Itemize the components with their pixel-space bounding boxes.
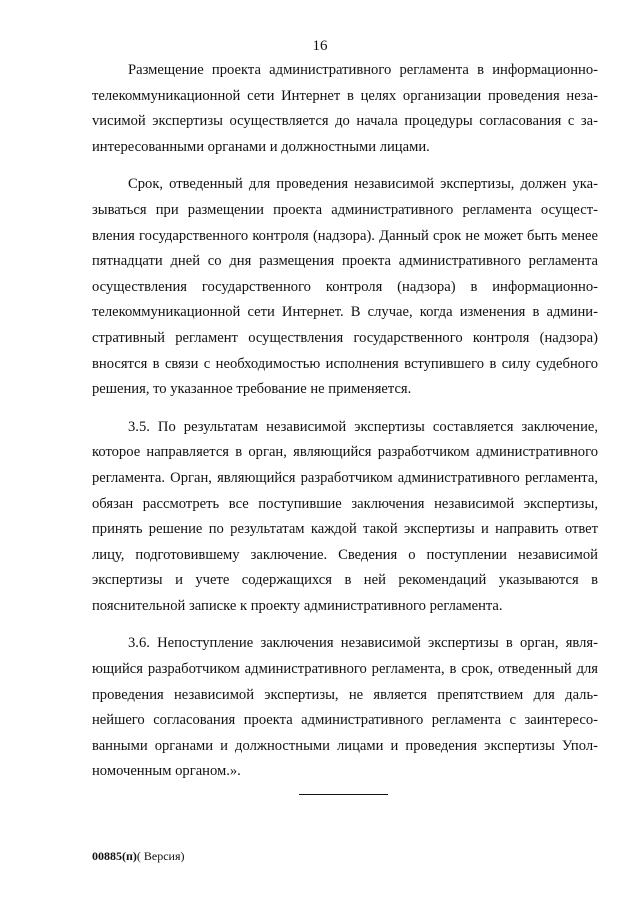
page-number: 16 xyxy=(312,38,328,54)
document-body xyxy=(92,58,598,797)
footer-document-code: 00885(п) xyxy=(92,849,137,863)
separator-line xyxy=(299,794,388,795)
footer-code xyxy=(92,849,185,863)
footer-version: ( Версия) xyxy=(136,849,185,863)
paragraph-3-6: 3.6. Непоступление заключения независимой экспертизы в орган, являющийся разработчиком административного регламента, в срок, отведенный для проведения независимой экспертизы, не является препятствием для дальнейшего согласования проекта административного регламента с заинтересованными органами и должностными лицами и проведения экспертизы Уполномоченным органом.». xyxy=(92,635,598,780)
paragraph-term: Срок, отведенный для проведения независимой экспертизы, должен указываться при размещении проекта административного регламента осуществления государственного контроля (надзора). Данный срок не может быть менее пятнадцати дней со дня размещения проекта административного регламента осуществления государственного контроля (надзора) в информационно-телекоммуникационной сети Интернет. В случае, когда изменения в административный регламент осуществления государственного контроля (надзора) вносятся в связи с необходимостью исполнения вступившего в силу судебного решения, то указанное требование не применяется. xyxy=(92,176,598,398)
paragraph-3-5: 3.5. По результатам независимой экспертизы составляется заключение, которое направляется в орган, являющийся разработчиком административного регламента. Орган, являющийся разработчиком административного регламента, обязан рассмотреть все поступившие заключения независимой экспертизы, принять решение по результатам каждой такой экспертизы и направить ответ лицу, подготовившему заключение. Сведения о поступлении независимой экспертизы и учете содержащихся в ней рекомендаций указываются в пояснительной записке к проекту административного регламента. xyxy=(92,418,598,614)
paragraph-placement: Размещение проекта административного регламента в информационно-телекоммуникационной сети Интернет в целях организации проведения незаvисимой экспертизы осуществляется до начала процедуры согласования с заинтересованными органами и должностными лицами. xyxy=(92,62,598,155)
